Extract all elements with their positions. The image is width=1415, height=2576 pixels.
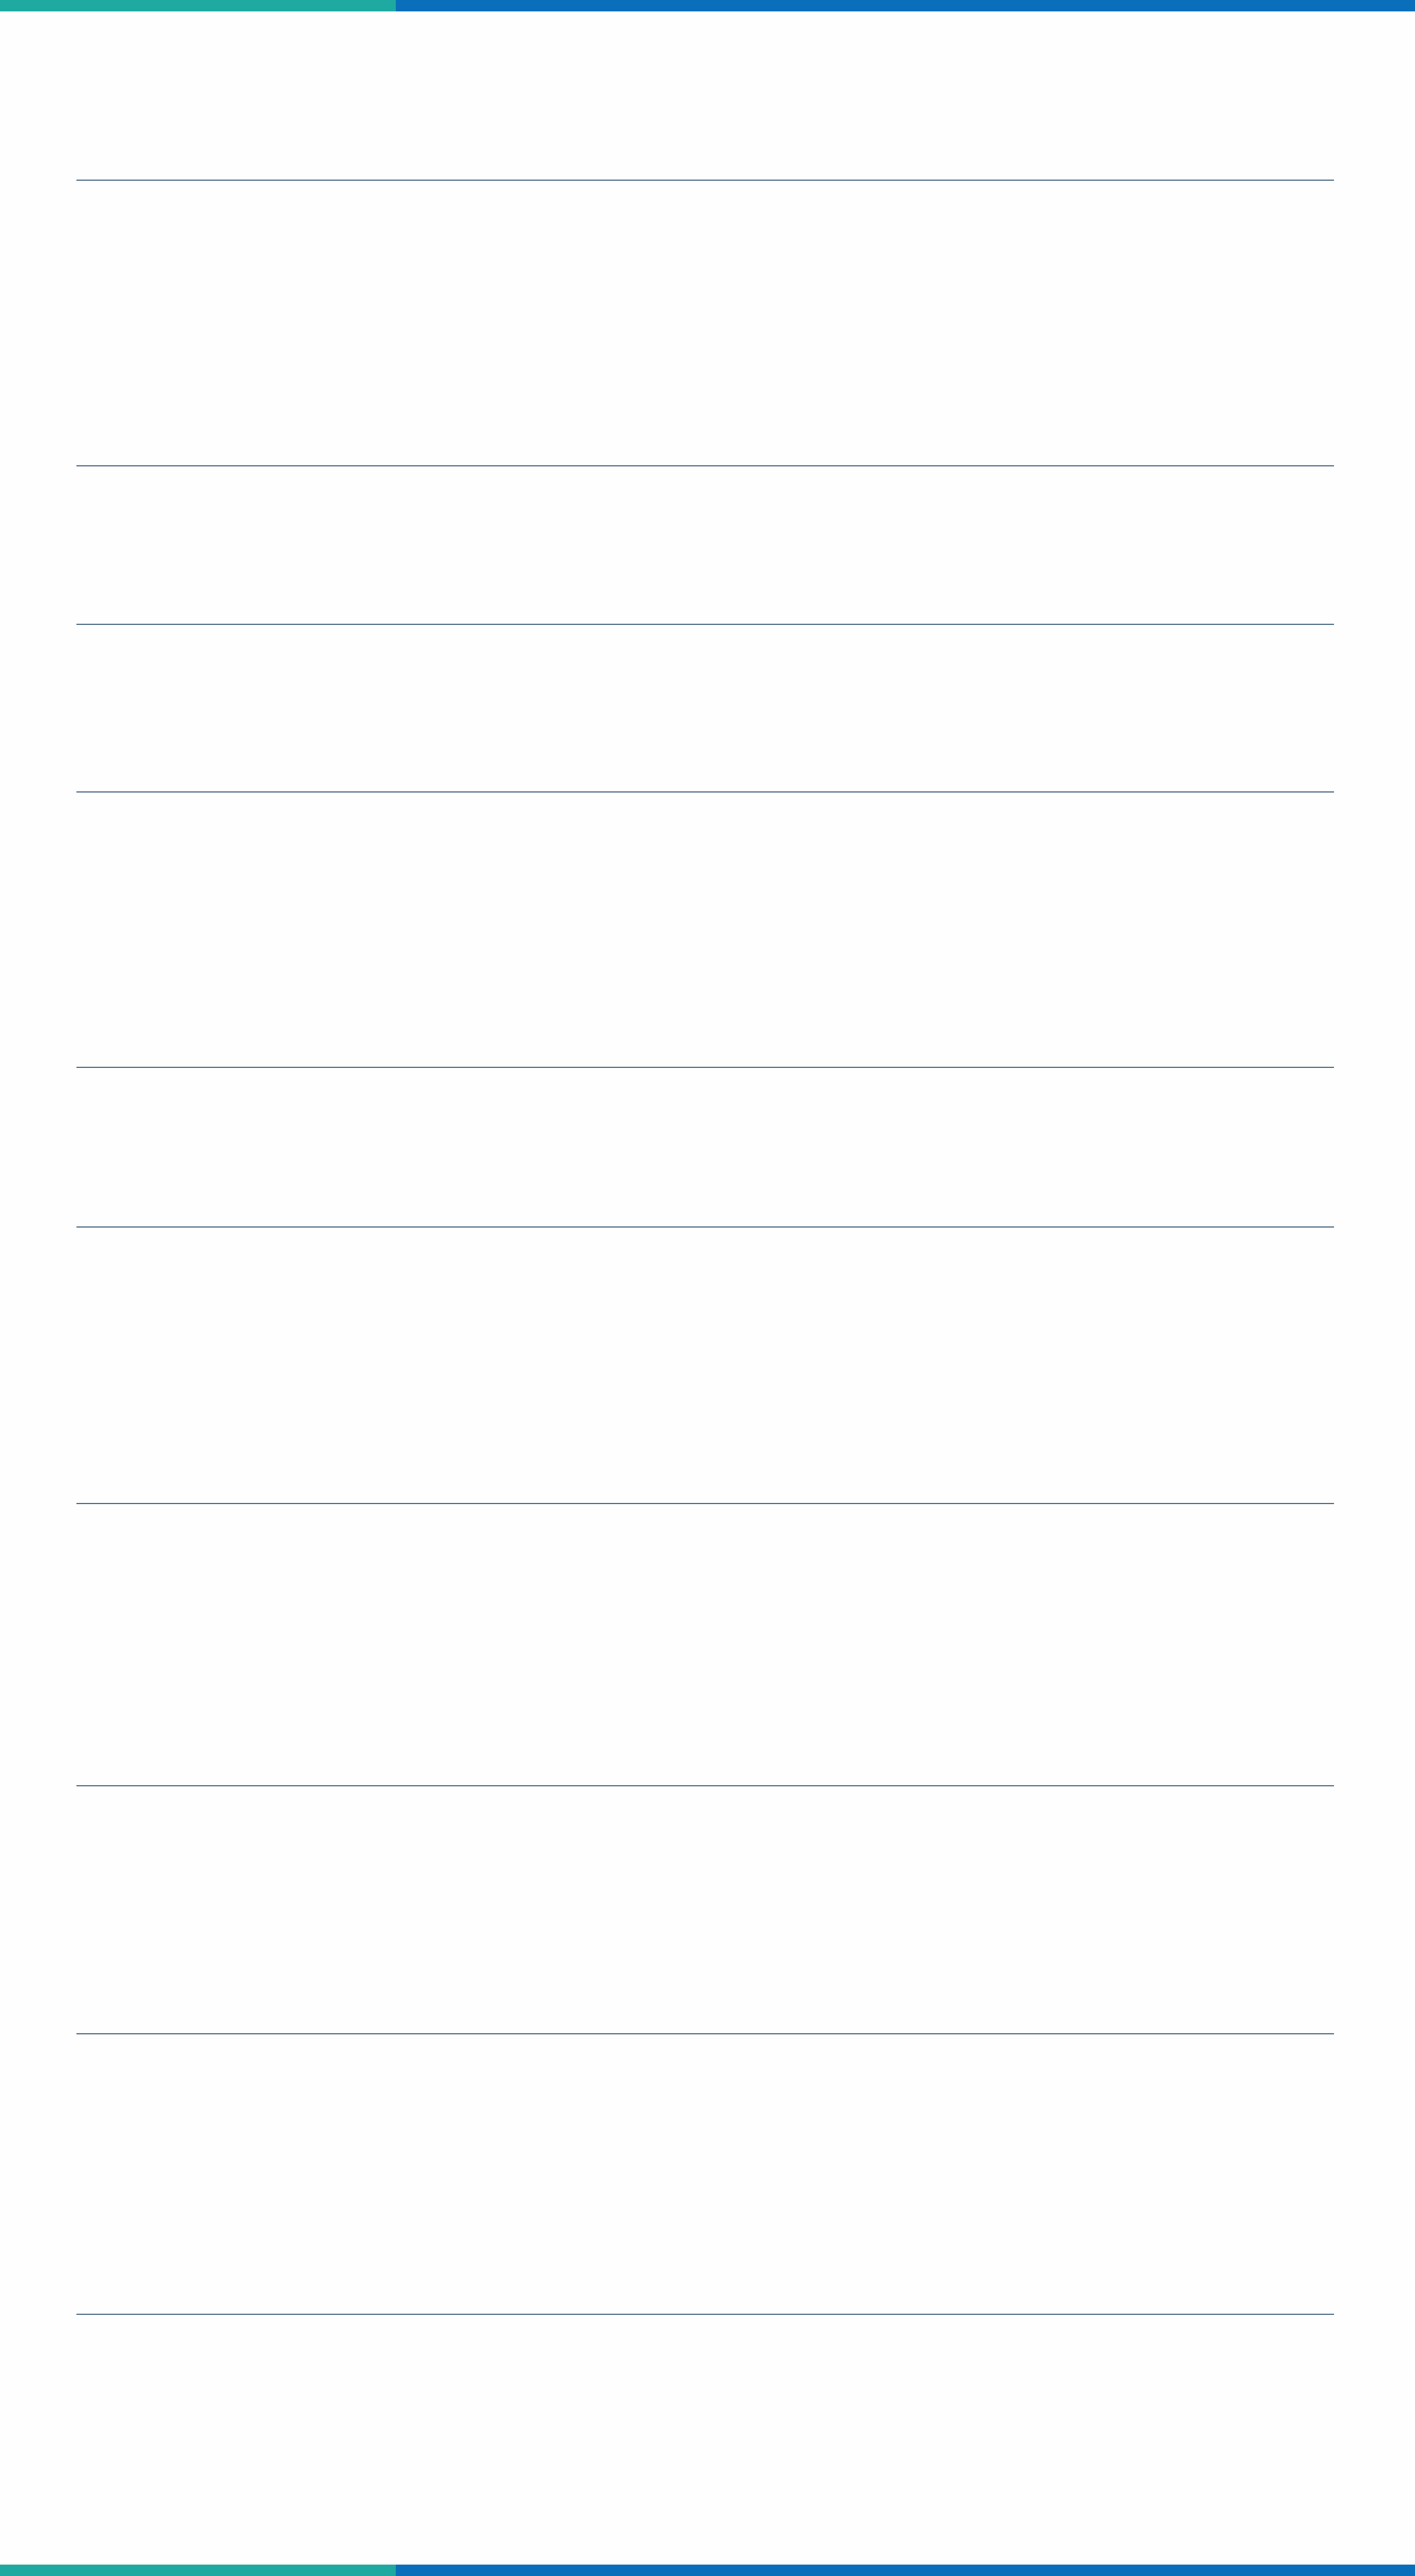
top-accent-teal-segment [0,0,396,11]
divider-rule [76,791,1334,793]
divider-rule [76,1067,1334,1068]
divider-rule [76,2314,1334,2315]
bottom-accent-teal-segment [0,2565,396,2576]
divider-rule [76,1503,1334,1504]
divider-rule [76,465,1334,466]
bottom-accent-bar [0,2565,1415,2576]
divider-rule [76,2033,1334,2034]
divider-rule [76,1785,1334,1786]
divider-rule [76,1226,1334,1228]
divider-rule [76,180,1334,181]
top-accent-bar [0,0,1415,11]
divider-rule [76,624,1334,625]
bottom-accent-blue-segment [396,2565,1415,2576]
top-accent-blue-segment [396,0,1415,11]
